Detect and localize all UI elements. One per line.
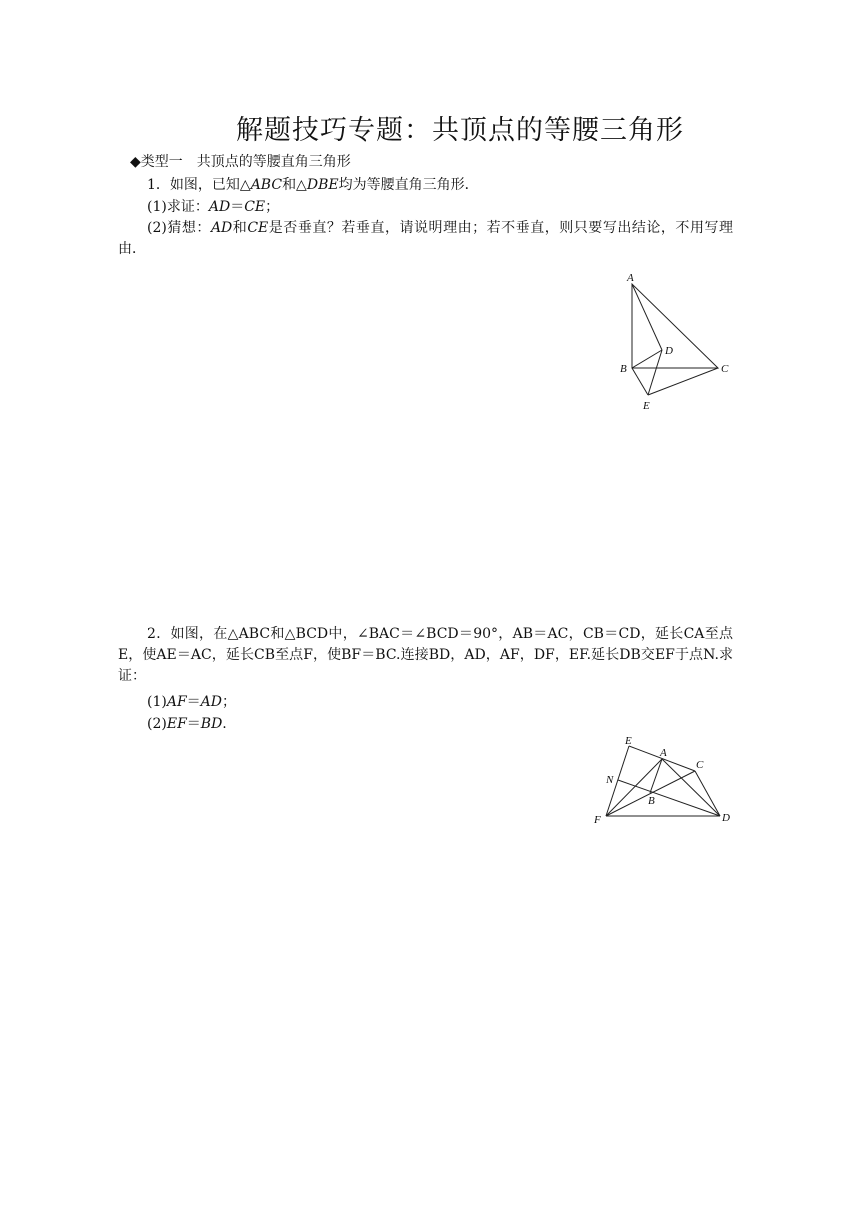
figure-1-diagram xyxy=(610,270,750,420)
label-n: N xyxy=(606,774,614,786)
question-1-part-2: (2)猜想：AD和CE是否垂直？若垂直，请说明理由；若不垂直，则只要写出结论，不用写理由． xyxy=(118,220,734,257)
label-b: B xyxy=(620,363,627,375)
page-title: 解题技巧专题：共顶点的等腰三角形 xyxy=(236,115,684,146)
figure-2-diagram xyxy=(590,732,740,832)
segment-dn xyxy=(618,780,720,816)
question-1-part-1: (1)求证：AD＝CE； xyxy=(147,199,280,215)
segment-be xyxy=(632,368,648,395)
triangle-abc xyxy=(632,284,718,368)
label-a: A xyxy=(660,747,667,759)
question-2-part-1: (1)AF＝AD； xyxy=(147,694,237,710)
label-c: C xyxy=(721,363,729,375)
question-1-intro: 1．如图，已知△ABC和△DBE均为等腰直角三角形． xyxy=(147,177,479,193)
segment-ab xyxy=(650,759,662,793)
segment-ec xyxy=(648,368,718,395)
question-2-text: 2．如图，在△ABC和△BCD中，∠BAC＝∠BCD＝90°，AB＝AC，CB＝CD，延长CA至点E，使AE＝AC，延长CB至点F，使BF＝BC.连接BD，AD，AF，DF，EF.延长DB交EF于点N.求证： xyxy=(118,626,733,684)
segment-cd xyxy=(695,771,720,816)
question-2-part-2: (2)EF＝BD. xyxy=(147,716,227,732)
label-c: C xyxy=(696,759,704,771)
section-heading: ◆类型一 共顶点的等腰直角三角形 xyxy=(130,154,351,170)
segment-ad xyxy=(662,759,720,816)
label-e: E xyxy=(643,400,650,412)
label-d: D xyxy=(665,345,673,357)
label-e: E xyxy=(625,735,632,747)
label-b: B xyxy=(648,795,655,807)
segment-af xyxy=(606,759,662,816)
segment-ad xyxy=(632,284,662,350)
label-f: F xyxy=(594,814,601,826)
label-d: D xyxy=(722,812,730,824)
label-a: A xyxy=(627,272,634,284)
